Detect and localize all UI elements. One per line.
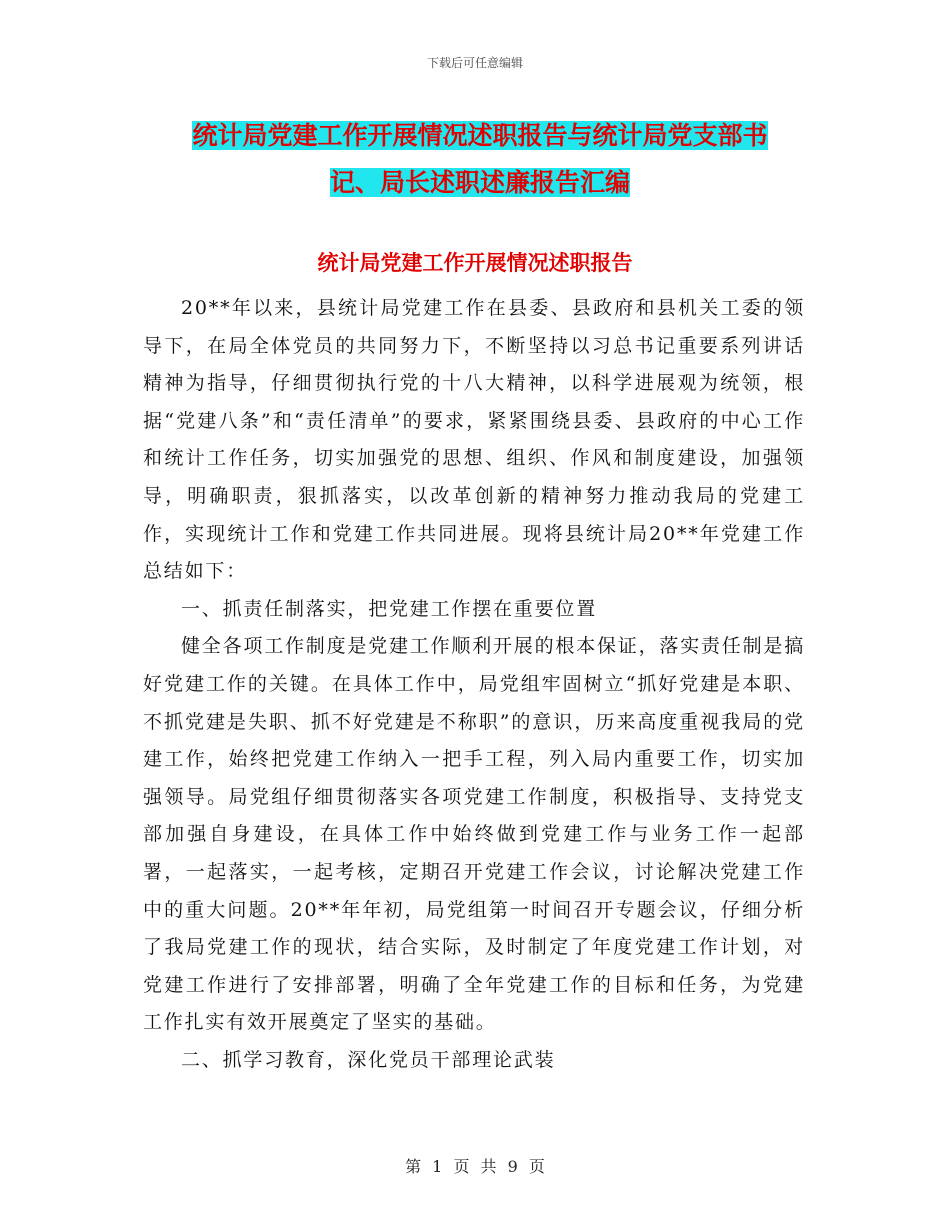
header-note: 下载后可任意编辑 xyxy=(426,56,523,70)
paragraph: 健全各项工作制度是党建工作顺利开展的根本保证，落实责任制是搞好党建工作的关键。在具体工作中，局党组牢固树立“抓好党建是本职、不抓党建是失职、抓不好党建是不称职”的意识，历来高度重视我局的党建工作，始终把党建工作纳入一把手工程，列入局内重要工作，切实加强领导。局党组仔细贯彻落实各项党建工作制度，积极指导、支持党支部加强自身建设，在具体工作中始终做到党建工作与业务工作一起部署，一起落实，一起考核，定期召开党建工作会议，讨论解决党建工作中的重大问题。20**年年初，局党组第一时间召开专题会议，仔细分析了我局党建工作的现状，结合实际，及时制定了年度党建工作计划，对党建工作进行了安排部署，明确了全年党建工作的目标和任务，为党建工作扎实有效开展奠定了坚实的基础。 xyxy=(143,635,806,1034)
paragraph: 20**年以来，县统计局党建工作在县委、县政府和县机关工委的领导下，在局全体党员的共同努力下，不断坚持以习总书记重要系列讲话精神为指导，仔细贯彻执行党的十八大精神，以科学进展观为统领，根据“党建八条”和“责任清单”的要求，紧紧围绕县委、县政府的中心工作和统计工作任务，切实加强党的思想、组织、作风和制度建设，加强领导，明确职责，狠抓落实，以改革创新的精神努力推动我局的党建工作，实现统计工作和党建工作共同进展。现将县统计局20**年党建工作总结如下： xyxy=(143,297,805,583)
section-heading: 二、抓学习教育，深化党员干部理论武装 xyxy=(181,1048,556,1071)
section-heading: 一、抓责任制落实，把党建工作摆在重要位置 xyxy=(181,597,598,620)
document-title-line-2: 记、局长述职述廉报告汇编 xyxy=(329,168,630,197)
body-text xyxy=(143,290,805,1079)
document-title-line-1: 统计局党建工作开展情况述职报告与统计局党支部书 xyxy=(192,121,768,150)
page-number: 第 1 页 共 9 页 xyxy=(405,1157,545,1176)
section-title: 统计局党建工作开展情况述职报告 xyxy=(317,250,633,275)
document-title xyxy=(140,112,820,206)
